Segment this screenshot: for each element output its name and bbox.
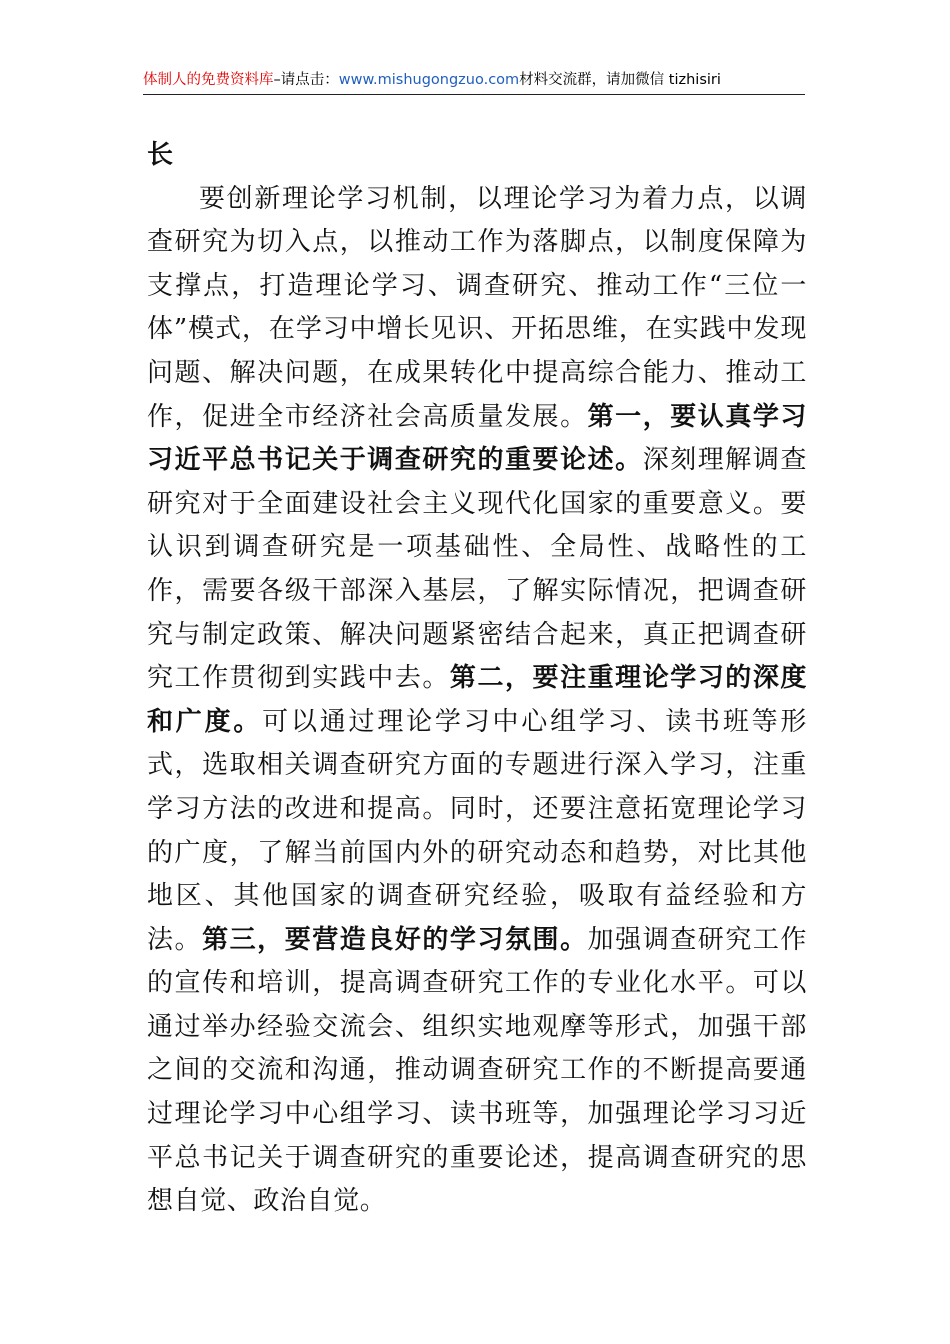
continuation-line: 长 [147,140,174,170]
point-three-heading: 第三，要营造良好的学习氛围。 [202,924,588,955]
page-header [143,68,805,92]
header-divider [143,94,805,95]
point-one-heading: 第一，要认真学习习近平总书记关于调查研究的重要论述。 [147,401,807,476]
body-paragraph [147,178,807,1224]
intro-text: 要创新理论学习机制，以理论学习为着力点，以调查研究为切入点，以推动工作为落脚点，以制度保障为支撑点，打造理论学习、调查研究、推动工作“三位一体”模式，在学习中增长见识、开拓思维，在实践中发现问题、解决问题，在成果转化中提高综合能力、推动工作，促进全市经济社会高质量发展。 [147,183,807,432]
click-prompt: –请点击： [273,72,339,88]
point-two-text: 可以通过理论学习中心组学习、读书班等形式，选取相关调查研究方面的专题进行深入学习，注重学习方法的改进和提高。同时，还要注意拓宽理论学习的广度，了解当前国内外的研究动态和趋势，对比其他地区、其他国家的调查研究经验，吸取有益经验和方法。 [147,706,807,955]
site-name: 体制人的免费资料库 [143,72,274,88]
site-url-link[interactable]: www.mishugongzuo.com [338,72,520,88]
group-contact: 材料交流群，请加微信 tizhisiri [519,72,721,88]
document-body [147,134,807,1224]
point-three-text: 加强调查研究工作的宣传和培训，提高调查研究工作的专业化水平。可以通过举办经验交流会、组织实地观摩等形式，加强干部之间的交流和沟通，推动调查研究工作的不断提高要通过理论学习中心组学习、读书班等，加强理论学习习近平总书记关于调查研究的重要论述，提高调查研究的思想自觉、政治自觉。 [147,924,807,1217]
point-two-heading: 第二，要注重理论学习的深度和广度。 [147,663,807,737]
point-one-text: 深刻理解调查研究对于全面建设社会主义现代化国家的重要意义。要认识到调查研究是一项基础性、全局性、战略性的工作，需要各级干部深入基层，了解实际情况，把调查研究与制定政策、解决问题紧密结合起来，真正把调查研究工作贯彻到实践中去。 [147,445,807,694]
